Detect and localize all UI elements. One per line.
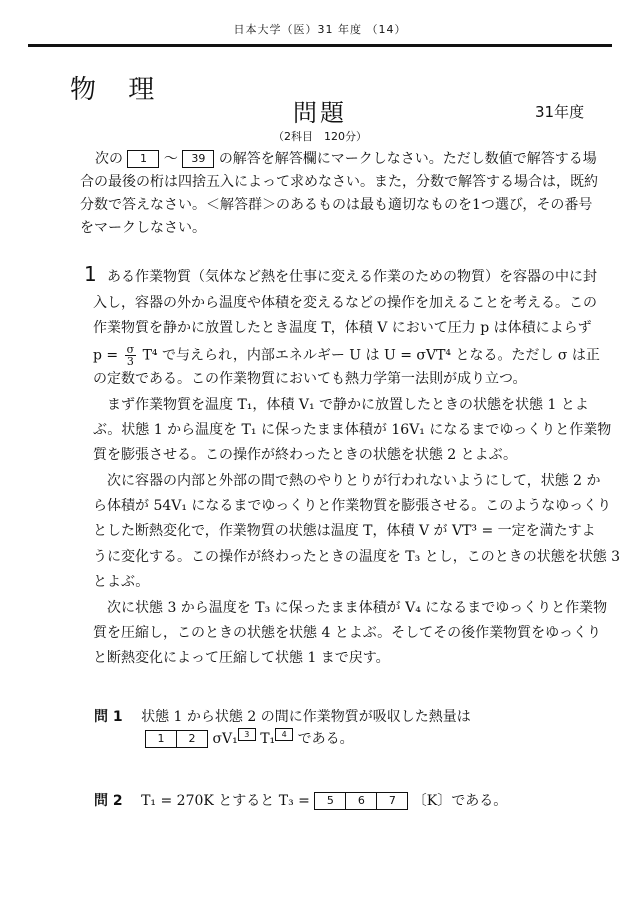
problem-line: 次に容器の内部と外部の間で熱のやりとりが行われないようにして，状態 2 か <box>107 473 601 489</box>
problem-line: ら体積が 54V₁ になるまでゆっくりと作業物質を膨張させる。このようなゆっくり <box>93 498 612 514</box>
answer-box-1: 1 <box>127 150 159 168</box>
problem-line: まず作業物質を温度 T₁，体積 V₁ で静かに放置したときの状態を状態 1 とよ <box>107 397 589 413</box>
problem-line: p = $\frac{\sigma}{3}$ T⁴ で与えられ，内部エネルギー U は U = σVT⁴ となる。ただし σ は正 <box>93 343 600 368</box>
problem-line: の定数である。この作業物質においても熱力学第一法則が成り立つ。 <box>93 371 527 387</box>
answer-box-group <box>314 792 408 810</box>
problem-line: と断熱変化によって圧縮して状態 1 まで戻す。 <box>93 650 390 666</box>
year-label: 31年度 <box>535 103 585 121</box>
problem-line: 次に状態 3 から温度を T₃ に保ったまま体積が V₄ になるまでゆっくりと作業物 <box>107 600 608 616</box>
answer-box-3: 3 <box>238 728 256 741</box>
answer-box-6: 6 <box>346 792 377 810</box>
answer-box-1: 1 <box>145 730 177 748</box>
problem-line: 質を膨張させる。この操作が終わったときの状態を状態 2 とよぶ。 <box>93 447 517 463</box>
instruction-line-4: をマークしなさい。 <box>80 220 206 236</box>
answer-box-group <box>145 730 208 748</box>
fraction: $\frac{\sigma}{3}$ <box>126 343 135 368</box>
answer-box-39: 39 <box>182 150 214 168</box>
instruction-line-2: 合の最後の桁は四捨五入によって求めなさい。また，分数で解答する場合は，既約 <box>80 174 598 190</box>
problem-number: 1 <box>84 262 97 286</box>
page-header: 日本大学（医）31 年度 （14） <box>233 23 407 36</box>
answer-box-5: 5 <box>314 792 346 810</box>
instruction-line-3: 分数で答えなさい。＜解答群＞のあるものは最も適切なものを1つ選び，その番号 <box>80 197 593 213</box>
problem-line: うに変化する。この操作が終わったときの温度を T₃ とし，このときの状態を状態 3 <box>93 549 621 565</box>
problem-line: 作業物質を静かに放置したとき温度 T，体積 V において圧力 p は体積によらず <box>93 320 592 336</box>
problem-line: 入し，容器の外から温度や体積を変えるなどの操作を加えることを考える。この <box>93 295 597 311</box>
problem-line: とよぶ。 <box>93 574 150 590</box>
header-divider <box>28 44 612 47</box>
question-2: 問 2 T₁ = 270K とすると T₃ = 5 6 7 〔K〕である。 <box>94 793 508 809</box>
problem-line: ぶ。状態 1 から温度を T₁ に保ったまま体積が 16V₁ になるまでゆっくりと作業物 <box>93 422 612 438</box>
question-label: 問 2 <box>94 793 123 809</box>
problem-line: とした断熱変化で，作業物質の状態は温度 T，体積 V が VT³ = 一定を満たすよ <box>93 523 596 539</box>
problem-line: 質を圧縮し，このときの状態を状態 4 とよぶ。そしてその後作業物質をゆっくり <box>93 625 601 641</box>
question-1: 問 1 状態 1 から状態 2 の間に作業物質が吸収した熱量は <box>94 709 471 725</box>
instruction-line-1: 次の 1 〜 39 の解答を解答欄にマークしなさい。ただし数値で解答する場 <box>95 151 597 167</box>
answer-box-7: 7 <box>377 792 408 810</box>
exam-note: （2科目 120分） <box>273 130 367 143</box>
problem-line: ある作業物質（気体など熱を仕事に変える作業のための物質）を容器の中に封 <box>107 269 597 285</box>
answer-box-4: 4 <box>275 728 293 741</box>
question-1-answer: 1 2 σV₁ 3 T₁ 4 である。 <box>145 728 354 748</box>
question-label: 問 1 <box>94 709 123 725</box>
page-title: 問題 <box>293 99 347 127</box>
answer-box-2: 2 <box>177 730 208 748</box>
subject-title: 物 理 <box>70 75 167 105</box>
